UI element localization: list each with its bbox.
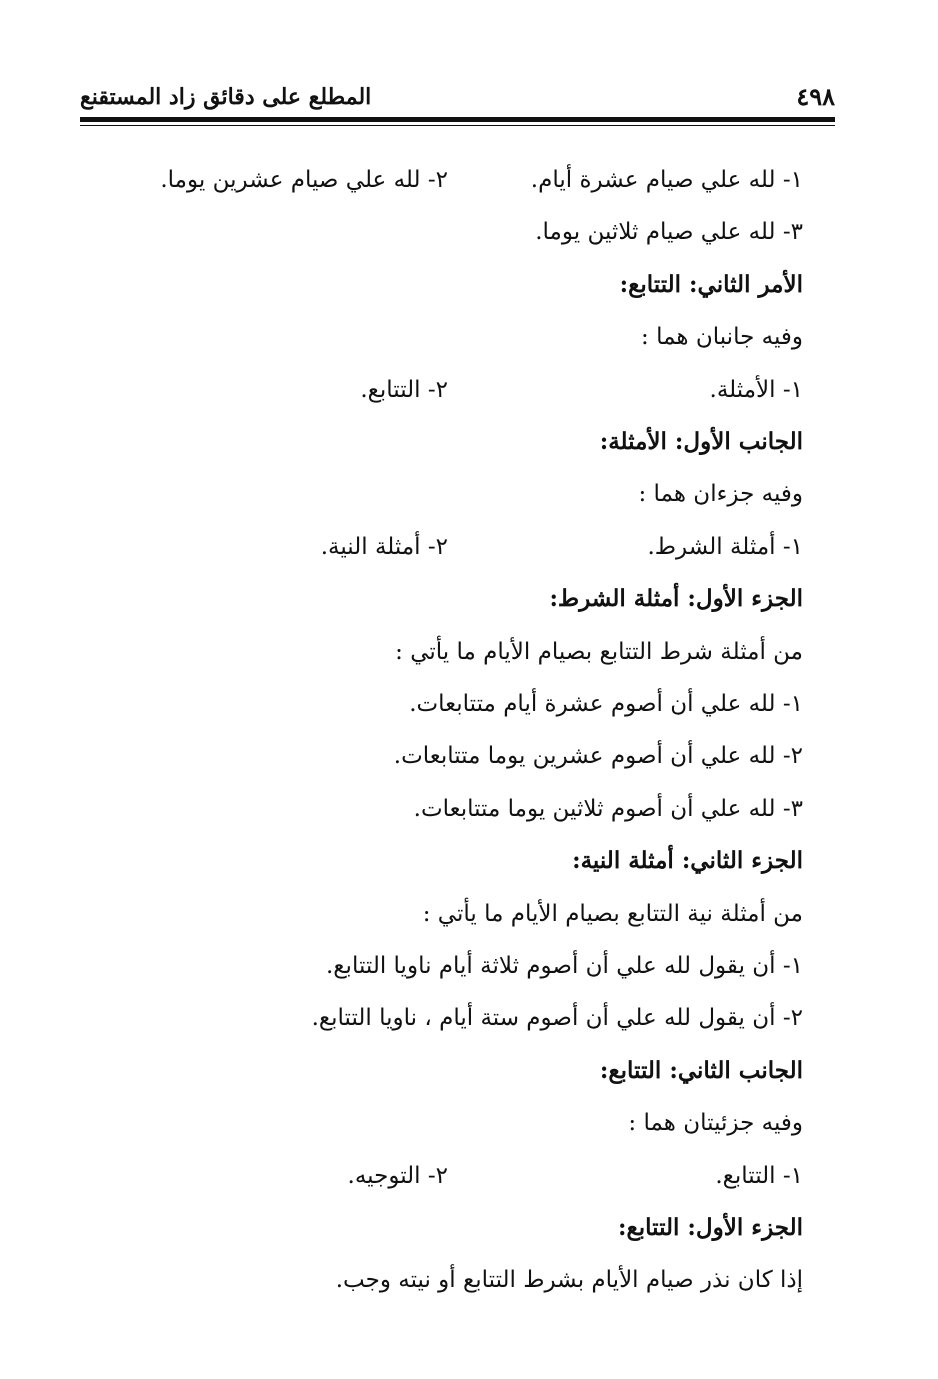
text-line: من أمثلة نية التتابع بصيام الأيام ما يأتي :	[422, 900, 803, 927]
list-item: ٢- التوجيه.	[347, 1162, 448, 1189]
list-item: ١- الأمثلة.	[709, 376, 803, 403]
text-line: وفيه جزءان هما :	[638, 481, 803, 508]
text-line: ٣- لله علي صيام ثلاثين يوما.	[535, 219, 803, 246]
page-header	[80, 82, 835, 112]
section-heading: الجزء الثاني: أمثلة النية:	[572, 847, 803, 875]
text-line: وفيه جزئيتان هما :	[628, 1110, 803, 1137]
text-line: ١- لله علي أن أصوم عشرة أيام متتابعات.	[409, 691, 803, 717]
header-rule-thick	[80, 117, 835, 122]
text-line: ٢- لله علي أن أصوم عشرين يوما متتابعات.	[393, 743, 803, 770]
section-heading: الجانب الثاني: التتابع:	[599, 1056, 803, 1084]
section-heading: الأمر الثاني: التتابع:	[619, 270, 803, 298]
list-item: ١- أمثلة الشرط.	[647, 533, 803, 560]
text-line: ١- أن يقول لله علي أن أصوم ثلاثة أيام ناويا التتابع.	[326, 953, 803, 979]
text-line: إذا كان نذر صيام الأيام بشرط التتابع أو نيته وجب.	[335, 1267, 803, 1294]
list-item: ٢- لله علي صيام عشرين يوما.	[160, 167, 448, 193]
text-line: وفيه جانبان هما :	[641, 324, 803, 351]
header-rule-thin	[80, 125, 835, 126]
book-title: المطلع على دقائق زاد المستقنع	[80, 84, 372, 110]
section-heading: الجانب الأول: الأمثلة:	[599, 428, 803, 455]
list-item: ١- لله علي صيام عشرة أيام.	[530, 167, 803, 193]
section-heading: الجزء الأول: التتابع:	[618, 1214, 803, 1241]
page-number: ٤٩٨	[796, 82, 835, 111]
text-line: ٣- لله علي أن أصوم ثلاثين يوما متتابعات.	[413, 795, 803, 822]
list-item: ٢- التتابع.	[360, 376, 448, 403]
section-heading: الجزء الأول: أمثلة الشرط:	[549, 585, 803, 613]
text-line: ٢- أن يقول لله علي أن أصوم ستة أيام ، ناويا التتابع.	[311, 1005, 803, 1032]
text-line: من أمثلة شرط التتابع بصيام الأيام ما يأتي :	[395, 638, 803, 665]
list-item: ١- التتابع.	[715, 1162, 803, 1189]
list-item: ٢- أمثلة النية.	[320, 533, 448, 560]
